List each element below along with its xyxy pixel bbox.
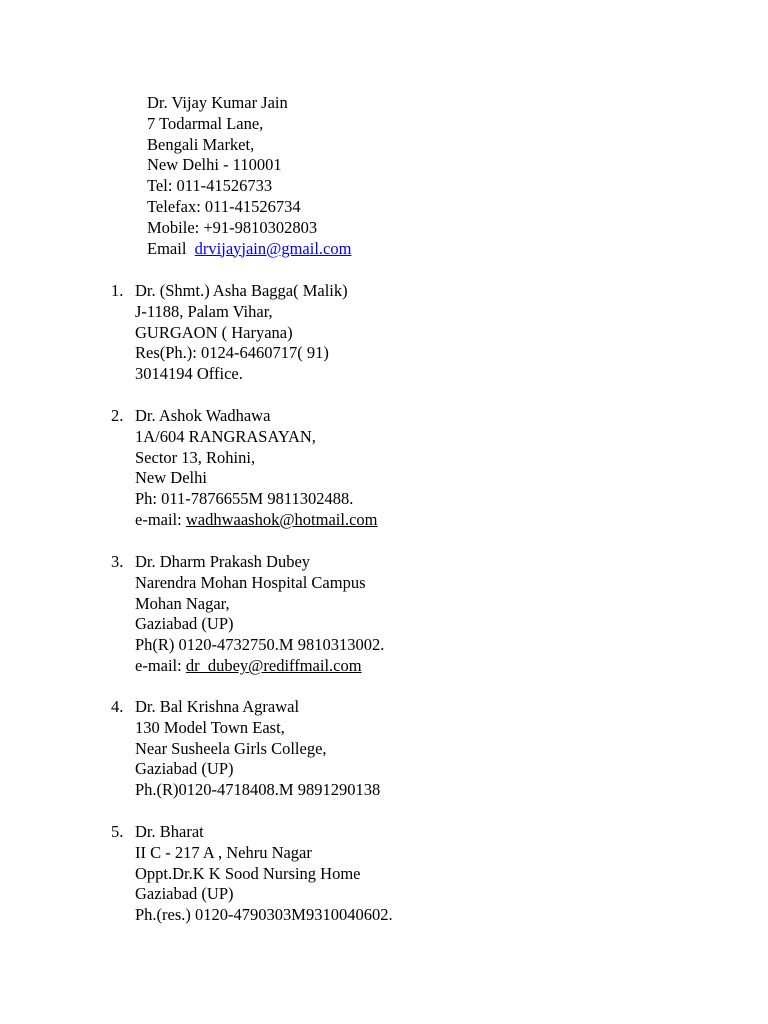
entry-email-line	[135, 656, 384, 677]
entry-address-line: II C - 217 A , Nehru Nagar	[135, 842, 312, 862]
entry-phone: Ph: 011-7876655M 9811302488.	[135, 489, 354, 509]
header-street: 7 Todarmal Lane,	[147, 113, 264, 133]
entry-city: Gaziabad (UP)	[135, 614, 234, 634]
entry-email-link[interactable]: wadhwaashok@hotmail.com	[185, 509, 378, 529]
entry-number: 3.	[111, 552, 124, 571]
entry-name: Dr. Bal Krishna Agrawal	[135, 697, 300, 716]
entry-name: Dr. Bharat	[135, 822, 204, 841]
entry-phone-office: 3014194 Office.	[135, 364, 243, 384]
entry-address-line: Sector 13, Rohini,	[135, 447, 256, 467]
entry-phone: Res(Ph.): 0124-6460717( 91)	[135, 343, 329, 363]
entry-city: New Delhi	[135, 468, 207, 488]
header-email-link[interactable]: drvijayjain@gmail.com	[194, 238, 352, 258]
entry-phone: Ph.(R)0120-4718408.M 9891290138	[135, 780, 381, 800]
entry-address-line: J-1188, Palam Vihar,	[135, 301, 273, 321]
entry-phone: Ph(R) 0120-4732750.M 9810313002.	[135, 635, 385, 655]
header-city: New Delhi - 110001	[147, 155, 282, 175]
contact-entry-1	[111, 281, 348, 385]
contact-entry-3	[111, 552, 385, 677]
entry-number: 4.	[111, 697, 124, 716]
header-area: Bengali Market,	[147, 134, 255, 154]
entry-email-label: e-mail:	[135, 655, 182, 675]
header-email-line	[147, 239, 351, 260]
entry-phone: Ph.(res.) 0120-4790303M9310040602.	[135, 905, 393, 925]
entry-address-line: Narendra Mohan Hospital Campus	[135, 572, 366, 592]
contact-entry-4	[111, 697, 381, 801]
entry-email-line	[135, 510, 377, 531]
entry-email-link[interactable]: dr_dubey@rediffmail.com	[185, 655, 362, 675]
entry-address-line: Mohan Nagar,	[135, 593, 230, 613]
header-tel: Tel: 011-41526733	[147, 176, 273, 196]
entry-number: 5.	[111, 822, 124, 841]
header-email-label: Email	[147, 238, 187, 258]
header-mobile: Mobile: +91-9810302803	[147, 217, 318, 237]
entry-city: Gaziabad (UP)	[135, 759, 234, 779]
entry-address-line: 1A/604 RANGRASAYAN,	[135, 426, 316, 446]
entry-address-line: 130 Model Town East,	[135, 717, 285, 737]
entry-city: GURGAON ( Haryana)	[135, 322, 293, 342]
entry-address-line: Near Susheela Girls College,	[135, 738, 327, 758]
entry-number: 2.	[111, 406, 124, 425]
entry-name: Dr. Dharm Prakash Dubey	[135, 552, 311, 571]
contact-entry-2	[111, 406, 378, 531]
header-telefax: Telefax: 011-41526734	[147, 196, 301, 216]
header-name: Dr. Vijay Kumar Jain	[147, 93, 288, 112]
entry-name: Dr. Ashok Wadhawa	[135, 406, 271, 425]
entry-city: Gaziabad (UP)	[135, 884, 234, 904]
contact-entry-5	[111, 822, 393, 926]
header-contact-block	[147, 93, 351, 259]
entry-email-label: e-mail:	[135, 509, 182, 529]
entry-name: Dr. (Shmt.) Asha Bagga( Malik)	[135, 281, 348, 300]
entry-number: 1.	[111, 281, 124, 300]
entry-address-line: Oppt.Dr.K K Sood Nursing Home	[135, 863, 361, 883]
